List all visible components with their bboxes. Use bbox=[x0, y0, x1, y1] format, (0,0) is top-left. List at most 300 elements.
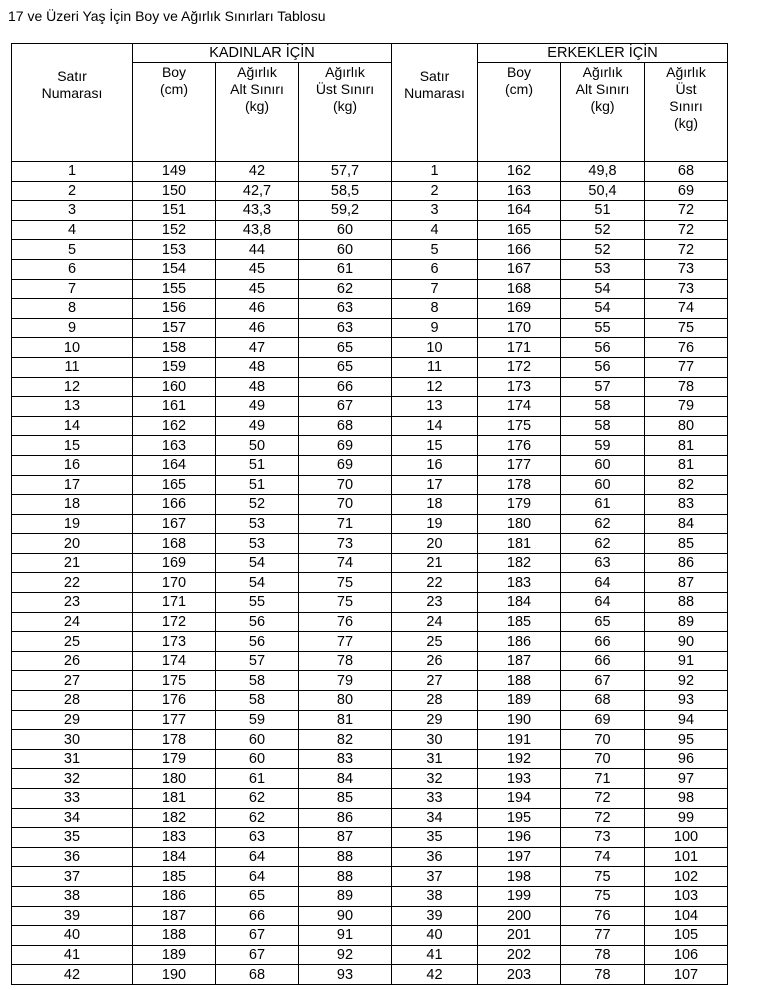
women-weight-max-cell: 65 bbox=[299, 338, 392, 358]
women-weight-max-cell: 67 bbox=[299, 397, 392, 417]
men-height-cell: 192 bbox=[478, 749, 561, 769]
men-height-cell: 199 bbox=[478, 886, 561, 906]
women-weight-max-cell: 65 bbox=[299, 357, 392, 377]
men-weight-max-cell: 89 bbox=[645, 612, 728, 632]
table-row bbox=[12, 475, 728, 495]
women-height-cell: 181 bbox=[133, 789, 216, 809]
men-weight-min-cell: 65 bbox=[561, 612, 645, 632]
men-row-number-cell: 6 bbox=[392, 259, 478, 279]
men-row-number-cell: 41 bbox=[392, 945, 478, 965]
women-weight-min-cell: 66 bbox=[216, 906, 299, 926]
women-height-cell: 158 bbox=[133, 338, 216, 358]
women-row-number-cell: 1 bbox=[12, 162, 133, 182]
table-row bbox=[12, 671, 728, 691]
men-height-cell: 165 bbox=[478, 220, 561, 240]
men-weight-min-cell: 62 bbox=[561, 534, 645, 554]
women-weight-min-cell: 60 bbox=[216, 749, 299, 769]
men-weight-max-cell: 79 bbox=[645, 397, 728, 417]
men-weight-max-cell: 101 bbox=[645, 847, 728, 867]
men-weight-min-cell: 52 bbox=[561, 240, 645, 260]
men-weight-min-cell: 58 bbox=[561, 416, 645, 436]
women-height-cell: 153 bbox=[133, 240, 216, 260]
men-row-number-cell: 34 bbox=[392, 808, 478, 828]
women-weight-max-cell: 60 bbox=[299, 240, 392, 260]
men-weight-min-cell: 59 bbox=[561, 436, 645, 456]
men-height-cell: 180 bbox=[478, 514, 561, 534]
men-weight-max-cell: 104 bbox=[645, 906, 728, 926]
men-weight-max-cell: 69 bbox=[645, 181, 728, 201]
men-row-number-cell: 17 bbox=[392, 475, 478, 495]
men-height-cell: 182 bbox=[478, 553, 561, 573]
women-weight-max-cell: 70 bbox=[299, 495, 392, 515]
men-weight-max-cell: 75 bbox=[645, 318, 728, 338]
women-weight-max-cell: 71 bbox=[299, 514, 392, 534]
women-weight-max-cell: 70 bbox=[299, 475, 392, 495]
women-row-number-cell: 25 bbox=[12, 632, 133, 652]
women-row-number-cell: 17 bbox=[12, 475, 133, 495]
men-row-number-cell: 29 bbox=[392, 710, 478, 730]
table-row bbox=[12, 867, 728, 887]
men-row-number-cell: 38 bbox=[392, 886, 478, 906]
men-weight-min-cell: 71 bbox=[561, 769, 645, 789]
women-weight-max-cell: 88 bbox=[299, 867, 392, 887]
men-weight-max-cell: 91 bbox=[645, 651, 728, 671]
women-height-cell: 179 bbox=[133, 749, 216, 769]
women-weight-min-cell: 46 bbox=[216, 318, 299, 338]
men-row-number-cell: 24 bbox=[392, 612, 478, 632]
women-height-cell: 164 bbox=[133, 455, 216, 475]
women-weight-min-cell: 49 bbox=[216, 397, 299, 417]
women-weight-max-cell: 57,7 bbox=[299, 162, 392, 182]
men-row-number-cell: 13 bbox=[392, 397, 478, 417]
women-row-number-cell: 27 bbox=[12, 671, 133, 691]
men-weight-min-cell: 54 bbox=[561, 279, 645, 299]
women-row-number-cell: 14 bbox=[12, 416, 133, 436]
table-row bbox=[12, 377, 728, 397]
men-weight-min-cell: 70 bbox=[561, 730, 645, 750]
women-weight-max-cell: 88 bbox=[299, 847, 392, 867]
women-weight-max-cell: 92 bbox=[299, 945, 392, 965]
men-row-number-cell: 36 bbox=[392, 847, 478, 867]
table-row bbox=[12, 495, 728, 515]
women-weight-max-cell: 73 bbox=[299, 534, 392, 554]
women-weight-min-cell: 59 bbox=[216, 710, 299, 730]
women-weight-max-cell: 79 bbox=[299, 671, 392, 691]
men-height-cell: 172 bbox=[478, 357, 561, 377]
women-height-cell: 184 bbox=[133, 847, 216, 867]
men-weight-min-cell: 57 bbox=[561, 377, 645, 397]
men-weight-min-cell: 51 bbox=[561, 201, 645, 221]
men-row-number-header: Satır Numarası bbox=[392, 44, 478, 162]
table-row bbox=[12, 945, 728, 965]
men-row-number-cell: 21 bbox=[392, 553, 478, 573]
men-height-cell: 191 bbox=[478, 730, 561, 750]
men-height-cell: 193 bbox=[478, 769, 561, 789]
men-weight-max-cell: 72 bbox=[645, 220, 728, 240]
women-row-number-cell: 4 bbox=[12, 220, 133, 240]
table-row bbox=[12, 730, 728, 750]
women-weight-min-cell: 51 bbox=[216, 455, 299, 475]
men-height-cell: 175 bbox=[478, 416, 561, 436]
women-weight-max-cell: 85 bbox=[299, 789, 392, 809]
men-height-cell: 195 bbox=[478, 808, 561, 828]
men-row-number-cell: 7 bbox=[392, 279, 478, 299]
men-weight-max-cell: 96 bbox=[645, 749, 728, 769]
women-weight-min-cell: 50 bbox=[216, 436, 299, 456]
women-height-cell: 163 bbox=[133, 436, 216, 456]
men-row-number-cell: 23 bbox=[392, 593, 478, 613]
men-weight-min-cell: 78 bbox=[561, 945, 645, 965]
men-weight-max-cell: 74 bbox=[645, 299, 728, 319]
men-row-number-cell: 18 bbox=[392, 495, 478, 515]
women-row-number-cell: 38 bbox=[12, 886, 133, 906]
women-group-header: KADINLAR İÇİN bbox=[133, 44, 392, 63]
women-height-cell: 155 bbox=[133, 279, 216, 299]
men-height-cell: 194 bbox=[478, 789, 561, 809]
men-weight-min-cell: 58 bbox=[561, 397, 645, 417]
women-weight-max-cell: 93 bbox=[299, 965, 392, 985]
men-height-cell: 183 bbox=[478, 573, 561, 593]
table-row bbox=[12, 886, 728, 906]
women-weight-min-cell: 45 bbox=[216, 279, 299, 299]
women-weight-min-cell: 54 bbox=[216, 573, 299, 593]
women-row-number-cell: 22 bbox=[12, 573, 133, 593]
women-row-number-cell: 8 bbox=[12, 299, 133, 319]
women-row-number-cell: 20 bbox=[12, 534, 133, 554]
women-row-number-cell: 24 bbox=[12, 612, 133, 632]
men-row-number-cell: 39 bbox=[392, 906, 478, 926]
table-row bbox=[12, 181, 728, 201]
men-row-number-cell: 19 bbox=[392, 514, 478, 534]
women-row-number-cell: 11 bbox=[12, 357, 133, 377]
table-row bbox=[12, 612, 728, 632]
men-weight-min-cell: 75 bbox=[561, 867, 645, 887]
women-weight-min-cell: 60 bbox=[216, 730, 299, 750]
men-row-number-cell: 9 bbox=[392, 318, 478, 338]
men-weight-min-cell: 60 bbox=[561, 455, 645, 475]
men-height-cell: 189 bbox=[478, 691, 561, 711]
women-weight-min-cell: 67 bbox=[216, 945, 299, 965]
men-row-number-cell: 5 bbox=[392, 240, 478, 260]
men-weight-min-cell: 72 bbox=[561, 808, 645, 828]
men-weight-min-cell: 74 bbox=[561, 847, 645, 867]
women-weight-max-cell: 59,2 bbox=[299, 201, 392, 221]
women-weight-max-cell: 86 bbox=[299, 808, 392, 828]
men-weight-min-cell: 61 bbox=[561, 495, 645, 515]
men-row-number-cell: 35 bbox=[392, 828, 478, 848]
women-row-number-cell: 37 bbox=[12, 867, 133, 887]
men-group-header: ERKEKLER İÇİN bbox=[478, 44, 728, 63]
women-weight-max-cell: 81 bbox=[299, 710, 392, 730]
women-weight-max-cell: 75 bbox=[299, 593, 392, 613]
men-weight-min-cell: 66 bbox=[561, 632, 645, 652]
men-weight-min-cell: 56 bbox=[561, 338, 645, 358]
men-weight-min-cell: 53 bbox=[561, 259, 645, 279]
table-row bbox=[12, 691, 728, 711]
men-weight-max-cell: 82 bbox=[645, 475, 728, 495]
men-weight-max-cell: 68 bbox=[645, 162, 728, 182]
men-row-number-cell: 32 bbox=[392, 769, 478, 789]
men-row-number-cell: 26 bbox=[392, 651, 478, 671]
men-height-cell: 178 bbox=[478, 475, 561, 495]
men-row-number-cell: 3 bbox=[392, 201, 478, 221]
table-row bbox=[12, 553, 728, 573]
men-weight-max-cell: 80 bbox=[645, 416, 728, 436]
women-weight-max-cell: 91 bbox=[299, 926, 392, 946]
women-height-cell: 178 bbox=[133, 730, 216, 750]
table-row bbox=[12, 593, 728, 613]
women-weight-min-cell: 64 bbox=[216, 867, 299, 887]
women-height-cell: 168 bbox=[133, 534, 216, 554]
women-weight-min-cell: 44 bbox=[216, 240, 299, 260]
table-row bbox=[12, 828, 728, 848]
women-row-number-cell: 35 bbox=[12, 828, 133, 848]
women-weight-min-cell: 61 bbox=[216, 769, 299, 789]
table-row bbox=[12, 436, 728, 456]
women-weight-min-cell: 48 bbox=[216, 377, 299, 397]
men-weight-min-header: Ağırlık Alt Sınırı (kg) bbox=[561, 63, 645, 162]
women-weight-max-cell: 69 bbox=[299, 436, 392, 456]
women-row-number-cell: 15 bbox=[12, 436, 133, 456]
women-height-cell: 151 bbox=[133, 201, 216, 221]
men-weight-min-cell: 63 bbox=[561, 553, 645, 573]
table-row bbox=[12, 162, 728, 182]
men-row-number-cell: 27 bbox=[392, 671, 478, 691]
women-height-header: Boy (cm) bbox=[133, 63, 216, 162]
women-weight-min-cell: 65 bbox=[216, 886, 299, 906]
women-height-cell: 160 bbox=[133, 377, 216, 397]
women-weight-max-cell: 89 bbox=[299, 886, 392, 906]
men-weight-max-cell: 87 bbox=[645, 573, 728, 593]
men-weight-max-cell: 73 bbox=[645, 259, 728, 279]
table-row bbox=[12, 514, 728, 534]
men-height-cell: 202 bbox=[478, 945, 561, 965]
men-height-cell: 187 bbox=[478, 651, 561, 671]
women-weight-min-cell: 42,7 bbox=[216, 181, 299, 201]
men-row-number-cell: 8 bbox=[392, 299, 478, 319]
women-weight-min-cell: 54 bbox=[216, 553, 299, 573]
men-height-cell: 198 bbox=[478, 867, 561, 887]
table-row bbox=[12, 201, 728, 221]
men-weight-max-cell: 95 bbox=[645, 730, 728, 750]
women-height-cell: 174 bbox=[133, 651, 216, 671]
table-row bbox=[12, 651, 728, 671]
men-weight-max-cell: 94 bbox=[645, 710, 728, 730]
men-row-number-cell: 2 bbox=[392, 181, 478, 201]
women-weight-min-cell: 53 bbox=[216, 534, 299, 554]
men-weight-max-cell: 76 bbox=[645, 338, 728, 358]
men-row-number-cell: 16 bbox=[392, 455, 478, 475]
women-row-number-cell: 41 bbox=[12, 945, 133, 965]
women-row-number-cell: 3 bbox=[12, 201, 133, 221]
women-weight-max-cell: 83 bbox=[299, 749, 392, 769]
men-weight-min-cell: 75 bbox=[561, 886, 645, 906]
women-height-cell: 150 bbox=[133, 181, 216, 201]
table-row bbox=[12, 710, 728, 730]
women-weight-min-cell: 42 bbox=[216, 162, 299, 182]
women-weight-min-cell: 56 bbox=[216, 632, 299, 652]
table-row bbox=[12, 965, 728, 985]
men-height-cell: 176 bbox=[478, 436, 561, 456]
page-title: 17 ve Üzeri Yaş İçin Boy ve Ağırlık Sınırları Tablosu bbox=[8, 8, 326, 24]
height-weight-table bbox=[11, 43, 728, 985]
men-weight-min-cell: 72 bbox=[561, 789, 645, 809]
table-row bbox=[12, 749, 728, 769]
men-weight-max-cell: 100 bbox=[645, 828, 728, 848]
women-weight-max-cell: 87 bbox=[299, 828, 392, 848]
men-weight-min-cell: 55 bbox=[561, 318, 645, 338]
men-weight-min-cell: 60 bbox=[561, 475, 645, 495]
women-row-number-cell: 39 bbox=[12, 906, 133, 926]
men-weight-max-cell: 90 bbox=[645, 632, 728, 652]
women-weight-max-cell: 75 bbox=[299, 573, 392, 593]
women-row-number-cell: 9 bbox=[12, 318, 133, 338]
men-weight-max-cell: 105 bbox=[645, 926, 728, 946]
men-row-number-cell: 25 bbox=[392, 632, 478, 652]
women-row-number-cell: 30 bbox=[12, 730, 133, 750]
men-weight-max-cell: 102 bbox=[645, 867, 728, 887]
table-row bbox=[12, 906, 728, 926]
women-row-number-cell: 21 bbox=[12, 553, 133, 573]
men-height-cell: 201 bbox=[478, 926, 561, 946]
men-weight-max-cell: 93 bbox=[645, 691, 728, 711]
men-weight-min-cell: 73 bbox=[561, 828, 645, 848]
women-weight-max-cell: 76 bbox=[299, 612, 392, 632]
men-weight-max-cell: 88 bbox=[645, 593, 728, 613]
men-height-cell: 190 bbox=[478, 710, 561, 730]
men-height-cell: 177 bbox=[478, 455, 561, 475]
men-weight-min-cell: 76 bbox=[561, 906, 645, 926]
women-weight-max-cell: 58,5 bbox=[299, 181, 392, 201]
women-row-number-cell: 23 bbox=[12, 593, 133, 613]
table-row bbox=[12, 455, 728, 475]
men-height-cell: 168 bbox=[478, 279, 561, 299]
women-weight-max-cell: 82 bbox=[299, 730, 392, 750]
table-row bbox=[12, 338, 728, 358]
men-weight-min-cell: 77 bbox=[561, 926, 645, 946]
men-height-cell: 185 bbox=[478, 612, 561, 632]
men-weight-max-cell: 103 bbox=[645, 886, 728, 906]
men-row-number-cell: 10 bbox=[392, 338, 478, 358]
men-weight-max-cell: 107 bbox=[645, 965, 728, 985]
table-row bbox=[12, 299, 728, 319]
men-row-number-cell: 42 bbox=[392, 965, 478, 985]
women-weight-min-cell: 57 bbox=[216, 651, 299, 671]
women-height-cell: 152 bbox=[133, 220, 216, 240]
women-weight-max-cell: 61 bbox=[299, 259, 392, 279]
men-weight-min-cell: 70 bbox=[561, 749, 645, 769]
women-height-cell: 177 bbox=[133, 710, 216, 730]
men-weight-max-cell: 77 bbox=[645, 357, 728, 377]
men-height-cell: 167 bbox=[478, 259, 561, 279]
women-weight-max-cell: 62 bbox=[299, 279, 392, 299]
women-weight-max-cell: 77 bbox=[299, 632, 392, 652]
men-weight-max-cell: 78 bbox=[645, 377, 728, 397]
women-row-number-cell: 10 bbox=[12, 338, 133, 358]
table-row bbox=[12, 397, 728, 417]
men-height-cell: 170 bbox=[478, 318, 561, 338]
table-row bbox=[12, 534, 728, 554]
women-row-number-cell: 7 bbox=[12, 279, 133, 299]
men-row-number-cell: 30 bbox=[392, 730, 478, 750]
women-weight-min-cell: 47 bbox=[216, 338, 299, 358]
women-weight-min-cell: 58 bbox=[216, 691, 299, 711]
women-weight-max-cell: 69 bbox=[299, 455, 392, 475]
men-height-cell: 179 bbox=[478, 495, 561, 515]
men-weight-max-cell: 73 bbox=[645, 279, 728, 299]
women-height-cell: 166 bbox=[133, 495, 216, 515]
women-weight-max-cell: 60 bbox=[299, 220, 392, 240]
men-row-number-cell: 15 bbox=[392, 436, 478, 456]
men-height-cell: 188 bbox=[478, 671, 561, 691]
women-height-cell: 154 bbox=[133, 259, 216, 279]
table-row bbox=[12, 847, 728, 867]
women-weight-max-cell: 84 bbox=[299, 769, 392, 789]
men-weight-max-cell: 92 bbox=[645, 671, 728, 691]
women-weight-max-cell: 74 bbox=[299, 553, 392, 573]
men-row-number-cell: 1 bbox=[392, 162, 478, 182]
women-row-number-cell: 18 bbox=[12, 495, 133, 515]
men-weight-max-cell: 72 bbox=[645, 201, 728, 221]
women-row-number-cell: 28 bbox=[12, 691, 133, 711]
men-row-number-cell: 22 bbox=[392, 573, 478, 593]
men-height-cell: 166 bbox=[478, 240, 561, 260]
men-weight-min-cell: 62 bbox=[561, 514, 645, 534]
women-weight-max-cell: 90 bbox=[299, 906, 392, 926]
women-row-number-cell: 6 bbox=[12, 259, 133, 279]
men-weight-max-cell: 85 bbox=[645, 534, 728, 554]
table-row bbox=[12, 769, 728, 789]
men-height-cell: 181 bbox=[478, 534, 561, 554]
women-row-number-header: Satır Numarası bbox=[12, 44, 133, 162]
men-height-cell: 196 bbox=[478, 828, 561, 848]
men-weight-max-cell: 106 bbox=[645, 945, 728, 965]
women-height-cell: 169 bbox=[133, 553, 216, 573]
men-weight-min-cell: 78 bbox=[561, 965, 645, 985]
women-height-cell: 187 bbox=[133, 906, 216, 926]
men-height-cell: 164 bbox=[478, 201, 561, 221]
women-row-number-cell: 13 bbox=[12, 397, 133, 417]
table-row bbox=[12, 240, 728, 260]
women-weight-min-cell: 64 bbox=[216, 847, 299, 867]
women-row-number-cell: 5 bbox=[12, 240, 133, 260]
men-row-number-cell: 14 bbox=[392, 416, 478, 436]
men-row-number-cell: 31 bbox=[392, 749, 478, 769]
men-weight-max-cell: 99 bbox=[645, 808, 728, 828]
women-weight-min-cell: 62 bbox=[216, 808, 299, 828]
women-height-cell: 156 bbox=[133, 299, 216, 319]
women-height-cell: 189 bbox=[133, 945, 216, 965]
men-weight-min-cell: 56 bbox=[561, 357, 645, 377]
men-weight-min-cell: 66 bbox=[561, 651, 645, 671]
women-weight-min-cell: 49 bbox=[216, 416, 299, 436]
men-weight-max-cell: 86 bbox=[645, 553, 728, 573]
men-weight-min-cell: 69 bbox=[561, 710, 645, 730]
men-row-number-cell: 4 bbox=[392, 220, 478, 240]
women-height-cell: 186 bbox=[133, 886, 216, 906]
women-height-cell: 176 bbox=[133, 691, 216, 711]
women-row-number-cell: 2 bbox=[12, 181, 133, 201]
men-weight-min-cell: 64 bbox=[561, 573, 645, 593]
men-row-number-cell: 20 bbox=[392, 534, 478, 554]
women-height-cell: 149 bbox=[133, 162, 216, 182]
men-height-cell: 186 bbox=[478, 632, 561, 652]
men-row-number-cell: 40 bbox=[392, 926, 478, 946]
women-row-number-cell: 29 bbox=[12, 710, 133, 730]
women-height-cell: 161 bbox=[133, 397, 216, 417]
table-row bbox=[12, 573, 728, 593]
table-row bbox=[12, 789, 728, 809]
